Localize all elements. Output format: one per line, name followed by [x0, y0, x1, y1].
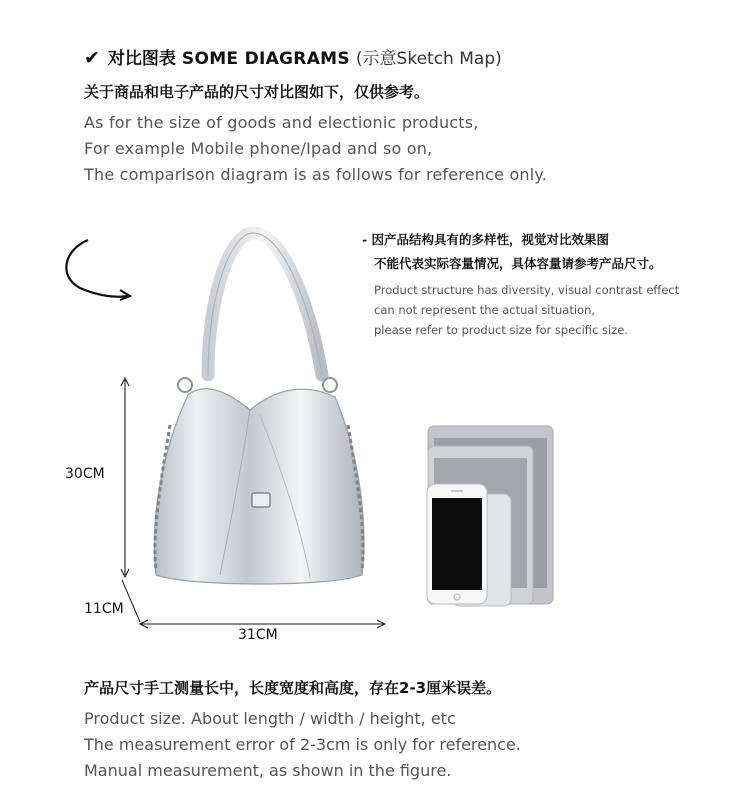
footer-chinese: 产品尺寸手工测量长中，长度宽度和高度，存在2-3厘米误差。	[84, 679, 502, 697]
intro-line: As for the size of goods and electionic products,	[84, 113, 479, 132]
title-chinese: 对比图表	[107, 49, 176, 69]
footer-block	[84, 677, 521, 784]
intro-line: For example Mobile phone/Ipad and so on,	[84, 139, 433, 158]
intro-text	[84, 110, 547, 188]
title-row	[84, 44, 502, 69]
depth-label: 11CM	[84, 601, 124, 617]
width-label: 31CM	[238, 627, 278, 643]
devices-illustration	[425, 424, 560, 609]
check-icon: ✔	[84, 47, 100, 69]
curved-arrow-icon	[58, 236, 138, 306]
note-line-english: please refer to product size for specific size.	[374, 323, 628, 337]
footer-line-english: The measurement error of 2-3cm is only for reference.	[84, 735, 521, 754]
subtitle-chinese: 关于商品和电子产品的尺寸对比图如下，仅供参考。	[84, 83, 430, 101]
intro-line: The comparison diagram is as follows for reference only.	[84, 165, 548, 184]
note-line-english: Product structure has diversity, visual contrast effect	[374, 283, 680, 297]
dimension-lines	[100, 370, 400, 640]
title-subtitle: (示意Sketch Map)	[355, 49, 502, 69]
footer-line-english: Manual measurement, as shown in the figure.	[84, 761, 452, 780]
note-line-chinese: 不能代表实际容量情况，具体容量请参考产品尺寸。	[374, 256, 662, 271]
note-line-english: can not represent the actual situation,	[374, 303, 596, 317]
note-block	[362, 228, 679, 340]
note-line-chinese: - 因产品结构具有的多样性，视觉对比效果图	[362, 232, 610, 247]
footer-line-english: Product size. About length / width / height, etc	[84, 709, 456, 728]
height-label: 30CM	[65, 466, 105, 482]
title-english: SOME DIAGRAMS	[181, 49, 350, 69]
